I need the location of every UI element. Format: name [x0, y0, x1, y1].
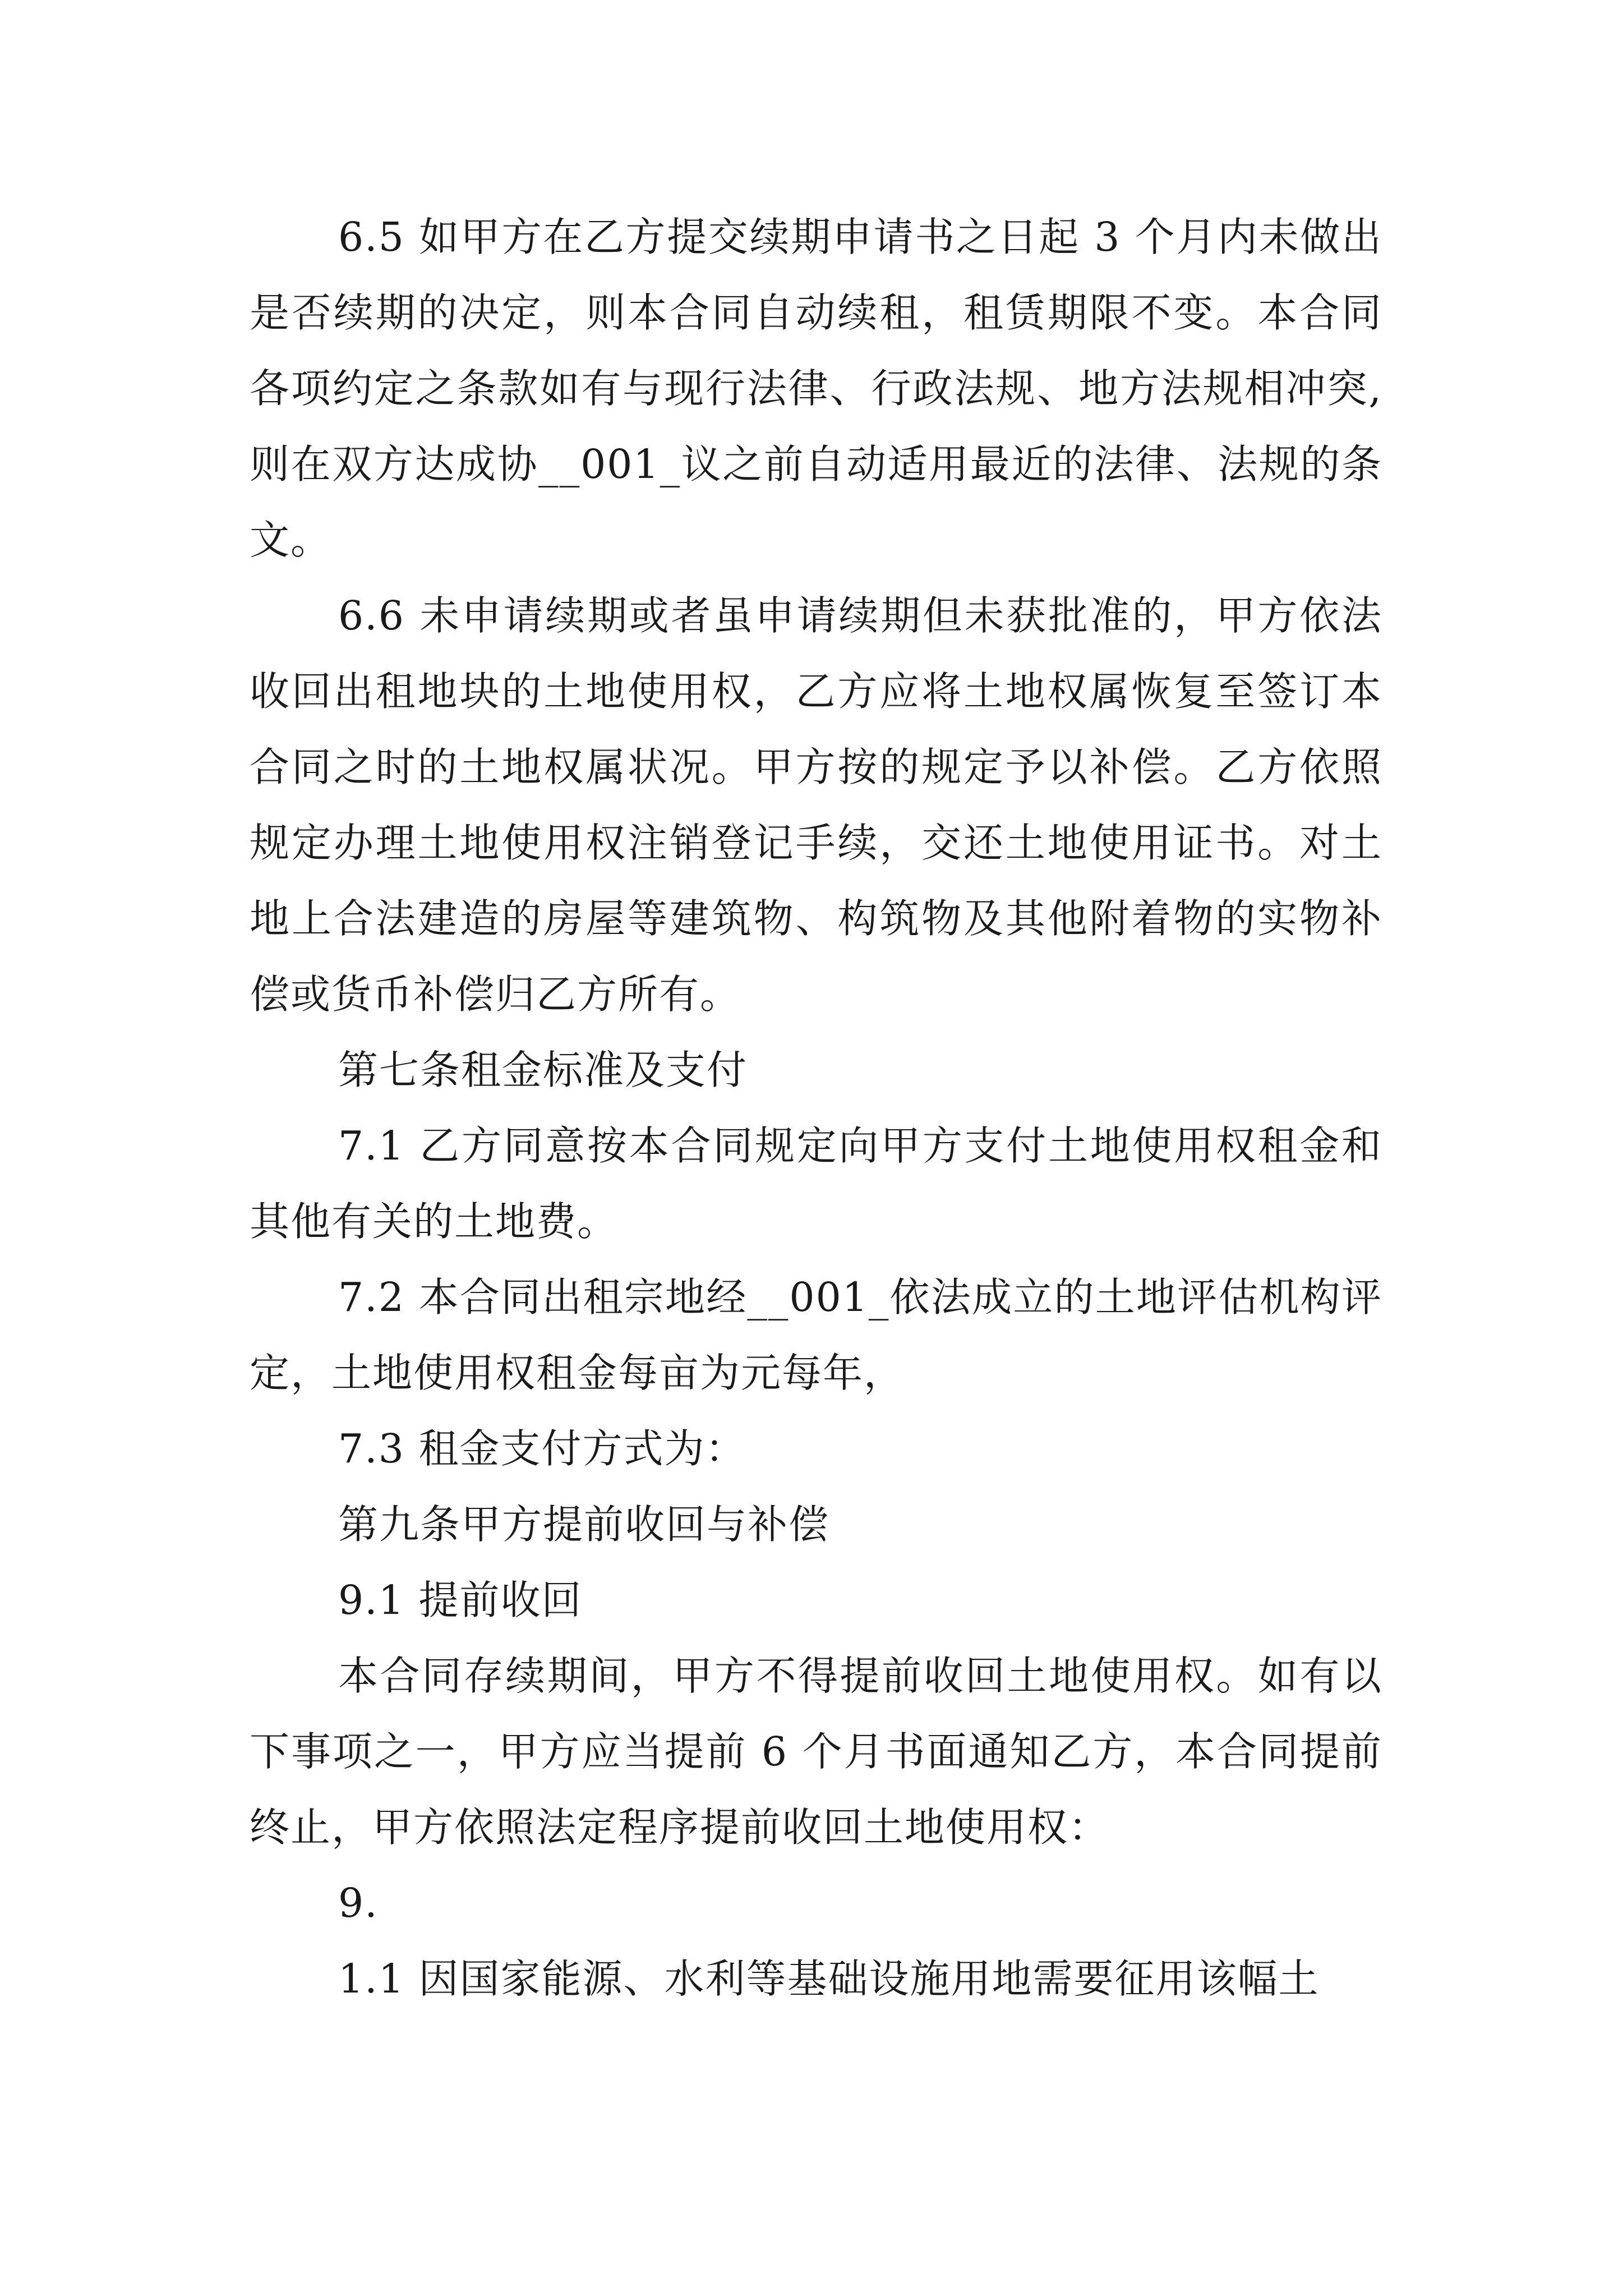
paragraph-7-2: 7.2 本合同出租宗地经__001_依法成立的土地评估机构评定，土地使用权租金每亩为元每年，	[250, 1274, 1382, 1396]
paragraph-9-fragment: 9.	[338, 1880, 379, 1926]
paragraph-6-6: 6.6 未申请续期或者虽申请续期但未获批准的，甲方依法收回出租地块的土地使用权，乙方应将土地权属恢复至签订本合同之时的土地权属状况。甲方按的规定予以补偿。乙方依照规定办理土地使用权注销登记手续，交还土地使用证书。对土地上合法建造的房屋等建筑物、构筑物及其他附着物的实物补偿或货币补偿归乙方所有。	[250, 592, 1382, 1018]
document-page	[250, 199, 1382, 2017]
paragraph-6-5: 6.5 如甲方在乙方提交续期申请书之日起 3 个月内未做出是否续期的决定，则本合同自动续租，租赁期限不变。本合同各项约定之条款如有与现行法律、行政法规、地方法规相冲突,则在双方达成协__001_议之前自动适用最近的法律、法规的条文。	[250, 214, 1382, 563]
paragraph-7-1: 7.1 乙方同意按本合同规定向甲方支付土地使用权租金和其他有关的土地费。	[250, 1122, 1382, 1245]
paragraph-7-3: 7.3 租金支付方式为：	[338, 1425, 746, 1472]
paragraph-9-1-heading: 9.1 提前收回	[338, 1577, 583, 1623]
article-9-heading: 第九条甲方提前收回与补偿	[338, 1501, 830, 1548]
paragraph-9-1-body: 本合同存续期间，甲方不得提前收回土地使用权。如有以下事项之一，甲方应当提前 6 个月书面通知乙方，本合同提前终止，甲方依照法定程序提前收回土地使用权：	[250, 1653, 1382, 1851]
article-7-heading: 第七条租金标准及支付	[338, 1047, 748, 1093]
paragraph-1-1-1: 1.1 因国家能源、水利等基础设施用地需要征用该幅土	[338, 1955, 1320, 2002]
